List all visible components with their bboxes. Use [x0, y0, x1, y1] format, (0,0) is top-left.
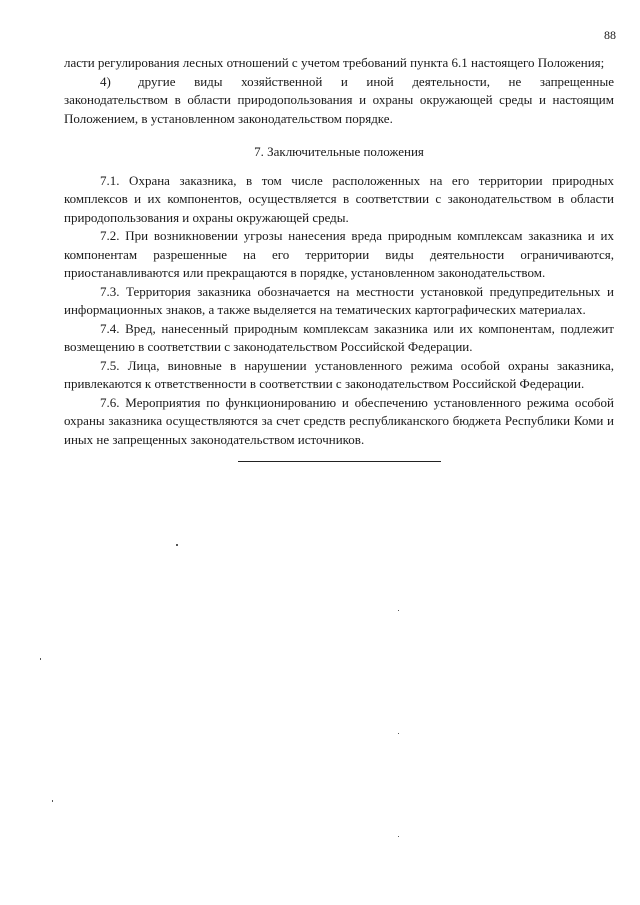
paragraph-7-3: 7.3. Территория заказника обозначается на местности установкой предупредительных и информационных знаков, а также выделяется на тематических картографических материалах.: [64, 283, 614, 317]
paragraph-7-6: 7.6. Мероприятия по функционированию и обеспечению установленного режима особой охраны заказника осуществляются за счет средств республиканского бюджета Республики Коми и иных не запрещенных законодательством источников.: [64, 394, 614, 447]
document-body: [64, 54, 614, 462]
scan-speck: [176, 544, 178, 546]
scan-speck: [52, 800, 53, 802]
page-number: 88: [604, 28, 616, 42]
paragraph-7-5: 7.5. Лица, виновные в нарушении установленного режима особой охраны заказника, привлекаются к ответственности в соответствии с законодательством Российской Федерации.: [64, 357, 614, 391]
end-rule: [238, 461, 441, 462]
scan-speck: [398, 610, 399, 611]
section-title: 7. Заключительные положения: [254, 144, 424, 159]
paragraph-7-2: 7.2. При возникновении угрозы нанесения вреда природным комплексам заказника и их компонентам разрешенные на его территории виды деятельности ограничиваются, приостанавливаются или прекращаются в порядке, установленном законодательством.: [64, 228, 614, 280]
scan-speck: [40, 658, 41, 660]
paragraph-7-4: 7.4. Вред, нанесенный природным комплексам заказника или их компонентам, подлежит возмещению в соответствии с законодательством Российской Федерации.: [64, 320, 614, 354]
paragraph-7-1: 7.1. Охрана заказника, в том числе расположенных на его территории природных комплексов и их компонентов, осуществляется в соответствии с законодательством в области природопользования и охраны окружающей среды.: [64, 172, 614, 225]
scan-speck: [398, 733, 399, 734]
continuation-paragraph: ласти регулирования лесных отношений с учетом требований пункта 6.1 настоящего Положения;: [64, 55, 605, 70]
list-item-number: 4): [100, 73, 111, 89]
list-item-text: другие виды хозяйственной и иной деятельности, не запрещенные законодательством в области природопользования и охраны окружающей среды и настоящим Положением, в установленном законодательством порядке.: [64, 73, 614, 126]
list-item-4: [64, 73, 614, 129]
scan-speck: [398, 836, 399, 837]
